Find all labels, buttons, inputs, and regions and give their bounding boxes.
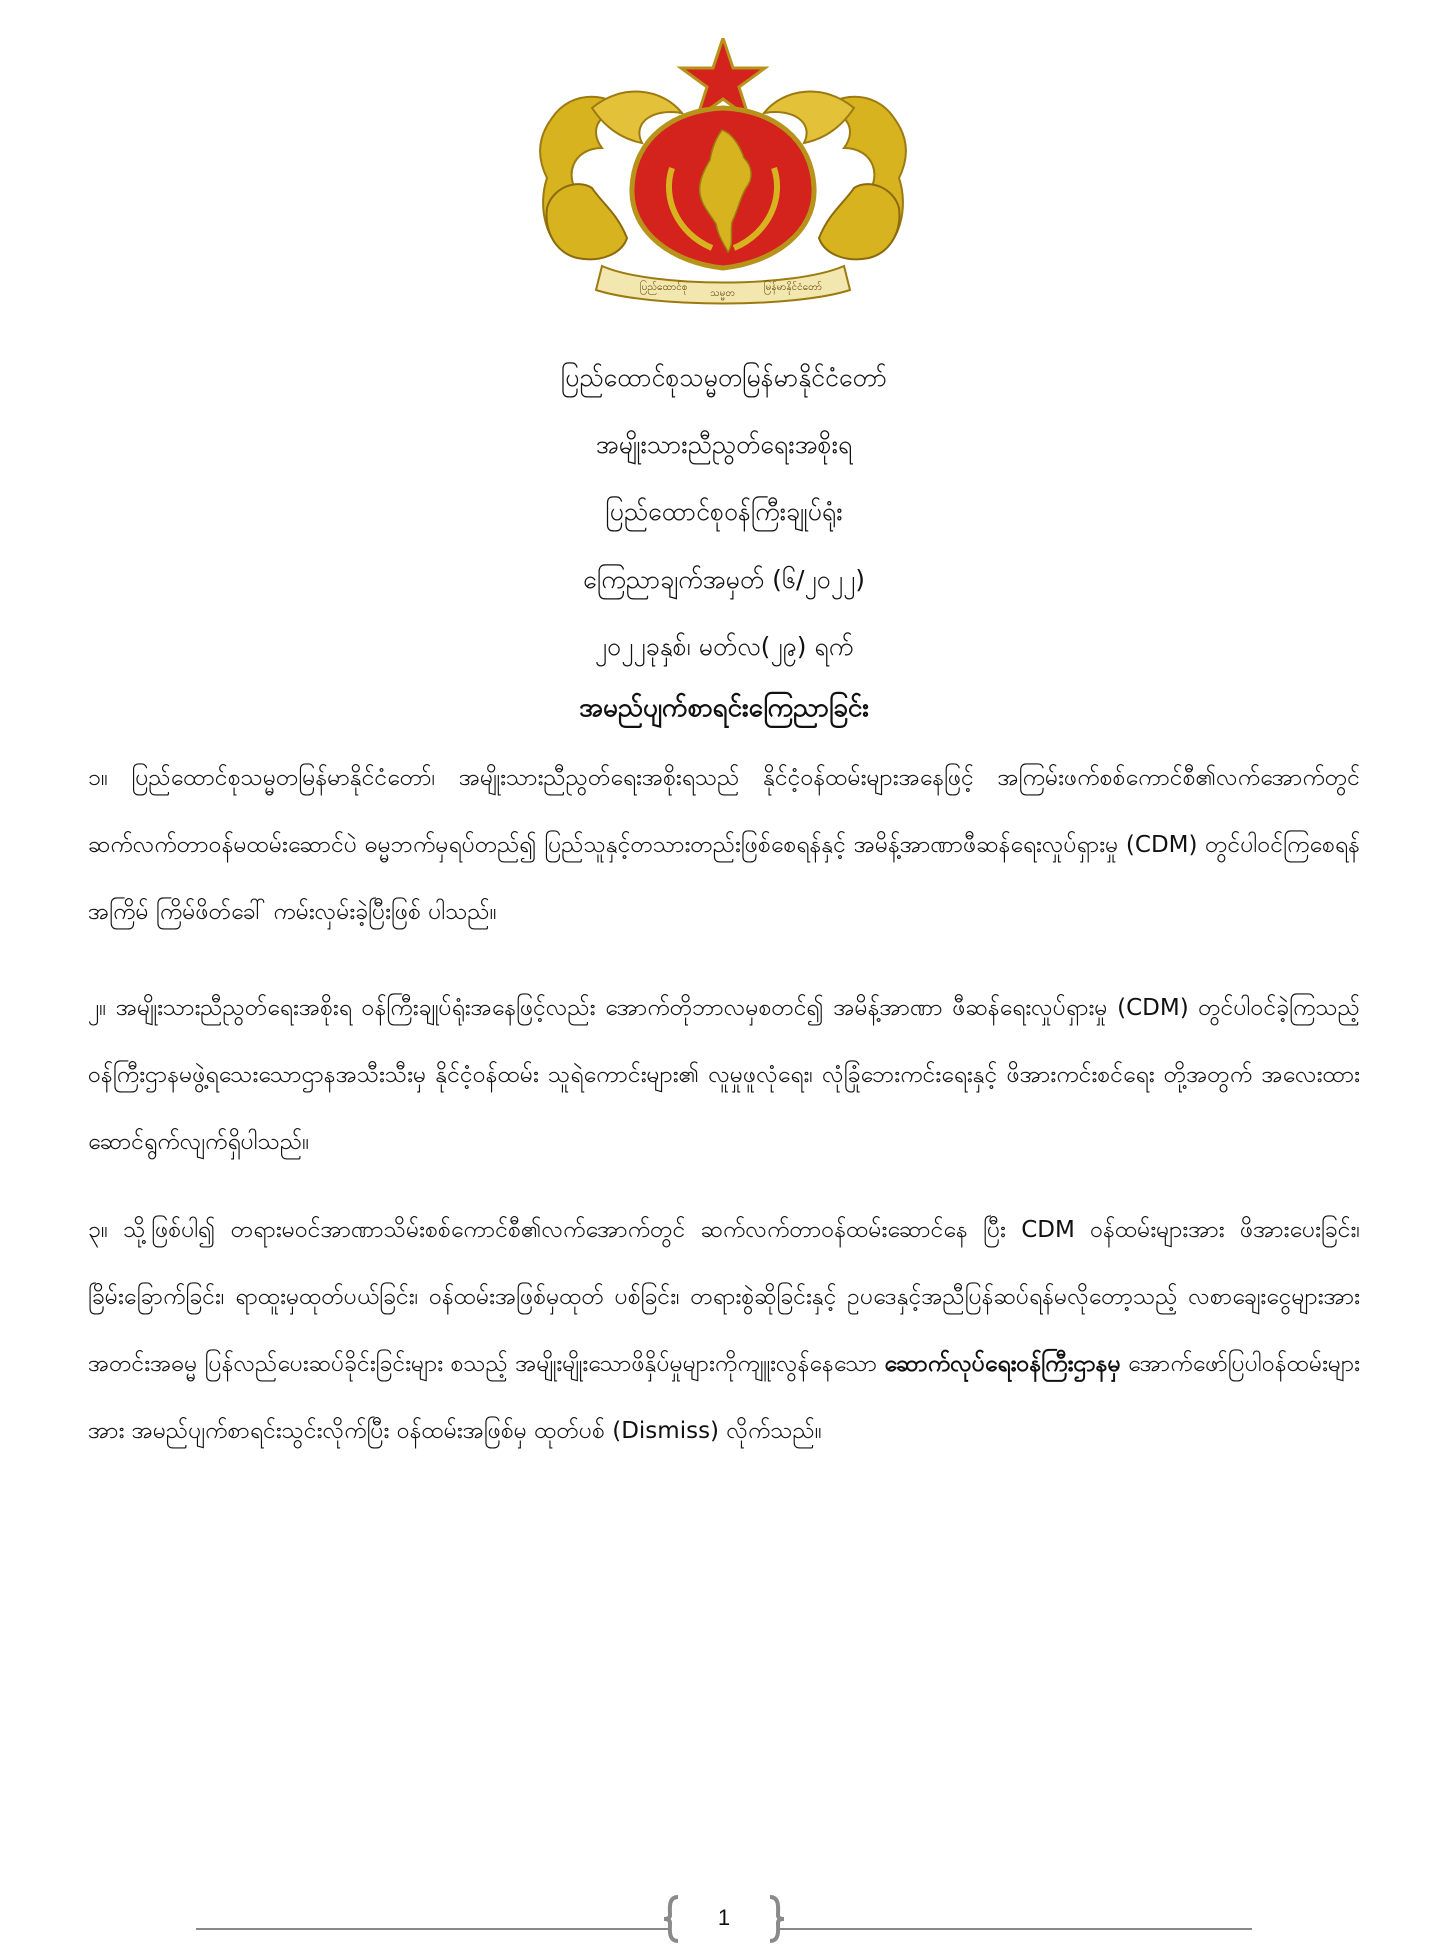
paragraph-2: ၂။ အမျိုးသားညီညွတ်ရေးအစိုးရ ဝန်ကြီးချုပ်ရုံးအနေဖြင့်လည်း အောက်တိုဘာလမှစတင်၍ အမိန့်အာဏာ ဖီဆန်ရေးလှုပ်ရှားမှု (CDM) တွင်ပါဝင်ခဲ့ကြသည့် ဝန်ကြီးဌာနမဖွဲ့ရသေးသောဌာနအသီးသီးမှ နိုင်ငံ့ဝန်ထမ်း သူရဲကောင်းများ၏ လူမှုဖူလုံရေး၊ လုံခြုံဘေးကင်းရေးနှင့် ဖိအားကင်းစင်ရေး တို့အတွက် အလေးထား ဆောင်ရွက်လျက်ရှိပါသည်။ xyxy=(88,995,1360,1155)
footer-rule-left xyxy=(196,1928,668,1930)
right-lion xyxy=(819,184,899,259)
emblem-label-left: ပြည်ထောင်စု xyxy=(640,282,688,293)
header-announcement-number: ကြေညာချက်အမှတ် (၆/၂၀၂၂) xyxy=(582,565,866,594)
document-title: အမည်ပျက်စာရင်းကြေညာခြင်း xyxy=(579,693,869,723)
footer-rule-right xyxy=(780,1928,1252,1930)
header-office: ပြည်ထောင်စုဝန်ကြီးချုပ်ရုံး xyxy=(605,497,843,526)
state-emblem xyxy=(532,38,914,306)
left-brace-icon xyxy=(660,1895,682,1943)
paragraph-3-text-start: ၃။ သို့ဖြစ်ပါ၍ တရားမဝင်အာဏာသိမ်းစစ်ကောင်စီ၏လက်အောက်တွင် ဆက်လက်တာဝန်ထမ်းဆောင်နေ ပြီး CDM ဝန်ထမ်းများအား ဖိအားပေးခြင်း၊ ခြိမ်းခြောက်ခြင်း၊ ရာထူးမှထုတ်ပယ်ခြင်း၊ ဝန်ထမ်းအဖြစ်မှထုတ် ပစ်ခြင်း၊ တရားစွဲဆိုခြင်းနှင့် ဥပဒေနှင့်အညီပြန်ဆပ်ရန်မလိုတော့သည့် လစာချေးငွေများအား အတင်းအဓမ္မ ပြန်လည်ပေးဆပ်ခိုင်းခြင်းများ စသည့် အမျိုးမျိုးသောဖိနှိပ်မှုများကိုကျူးလွန်နေသော xyxy=(88,1217,1360,1377)
emblem-label-center: သမ္မတ xyxy=(710,288,736,299)
right-brace-icon xyxy=(766,1895,788,1943)
emblem-label-right: မြန်မာနိုင်ငံတော် xyxy=(764,282,822,293)
header-state-name: ပြည်ထောင်စုသမ္မတမြန်မာနိုင်ငံတော် xyxy=(560,363,888,392)
paragraph-3-ministry: ဆောက်လုပ်ရေးဝန်ကြီးဌာနမှ xyxy=(884,1351,1121,1377)
paragraph-3 xyxy=(88,1197,1360,1465)
paragraph-1: ၁။ ပြည်ထောင်စုသမ္မတမြန်မာနိုင်ငံတော်၊ အမျိုးသားညီညွတ်ရေးအစိုးရသည် နိုင်ငံ့ဝန်ထမ်းများအနေဖြင့် အကြမ်းဖက်စစ်ကောင်စီ၏လက်အောက်တွင် ဆက်လက်တာဝန်မထမ်းဆောင်ပဲ ဓမ္မဘက်မှရပ်တည်၍ ပြည်သူနှင့်တသားတည်းဖြစ်စေရန်နှင့် အမိန့်အာဏာဖီဆန်ရေးလှုပ်ရှားမှု (CDM) တွင်ပါဝင်ကြစေရန် အကြိမ် ကြိမ်ဖိတ်ခေါ် ကမ်းလှမ်းခဲ့ပြီးဖြစ် ပါသည်။ xyxy=(88,765,1360,925)
header-date: ၂၀၂၂ခုနှစ်၊ မတ်လ(၂၉) ရက် xyxy=(594,632,854,661)
paragraph-3-text-end: အောက်ဖော်ပြပါဝန်ထမ်းများအား အမည်ပျက်စာရင်းသွင်းလိုက်ပြီး ဝန်ထမ်းအဖြစ်မှ ထုတ်ပစ် (Dismiss) လိုက်သည်။ xyxy=(88,1351,1360,1444)
left-lion xyxy=(547,184,627,259)
page-number: 1 xyxy=(717,1905,731,1930)
header-government: အမျိုးသားညီညွတ်ရေးအစိုးရ xyxy=(595,430,853,459)
